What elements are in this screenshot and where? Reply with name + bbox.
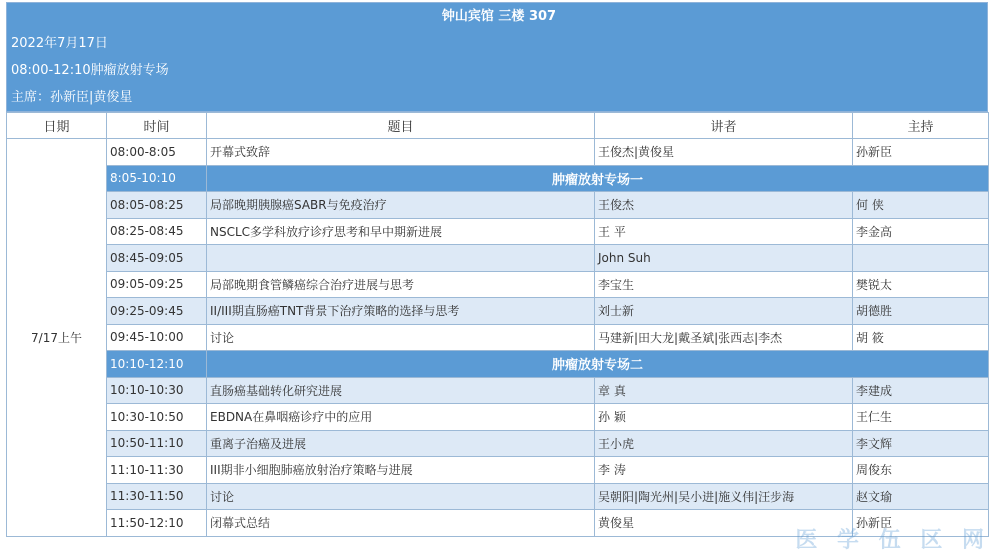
event-date: 2022年7月17日 xyxy=(11,36,108,51)
speaker-cell: 孙 颖 xyxy=(595,404,853,431)
header-topic: 题目 xyxy=(207,113,595,139)
watermark-logo: 医 学 伍 区 网 xyxy=(795,528,990,553)
time-cell: 08:45-09:05 xyxy=(107,245,207,272)
header-row xyxy=(7,113,989,139)
table-row xyxy=(7,483,989,510)
table-row xyxy=(7,245,989,272)
table-row xyxy=(7,192,989,219)
speaker-cell: 刘士新 xyxy=(595,298,853,325)
section-time: 10:10-12:10 xyxy=(107,351,207,378)
host-cell: 胡 筱 xyxy=(853,324,989,351)
time-cell: 11:30-11:50 xyxy=(107,483,207,510)
time-cell: 10:10-10:30 xyxy=(107,377,207,404)
speaker-cell: 黄俊星 xyxy=(595,510,853,537)
table-row xyxy=(7,457,989,484)
host-cell: 樊锐太 xyxy=(853,271,989,298)
section-title: 肿瘤放射专场一 xyxy=(207,165,989,192)
speaker-cell: 章 真 xyxy=(595,377,853,404)
host-cell: 李建成 xyxy=(853,377,989,404)
schedule-banner xyxy=(6,2,988,112)
topic-cell: NSCLC多学科放疗诊疗思考和早中期新进展 xyxy=(207,218,595,245)
header-time: 时间 xyxy=(107,113,207,139)
topic-cell: 讨论 xyxy=(207,483,595,510)
host-cell: 周俊东 xyxy=(853,457,989,484)
speaker-cell: 李 涛 xyxy=(595,457,853,484)
venue-title: 钟山宾馆 三楼 307 xyxy=(441,9,557,24)
speaker-cell: 李宝生 xyxy=(595,271,853,298)
speaker-cell: 王 平 xyxy=(595,218,853,245)
table-row xyxy=(7,218,989,245)
time-cell: 11:50-12:10 xyxy=(107,510,207,537)
section-row xyxy=(7,351,989,378)
time-cell: 08:05-08:25 xyxy=(107,192,207,219)
topic-cell: II/III期直肠癌TNT背景下治疗策略的选择与思考 xyxy=(207,298,595,325)
topic-cell: 重离子治癌及进展 xyxy=(207,430,595,457)
speaker-cell: 吴朝阳|陶光州|吴小进|施义伟|汪步海 xyxy=(595,483,853,510)
header-date: 日期 xyxy=(7,113,107,139)
speaker-cell: 马建新|田大龙|戴圣斌|张西志|李杰 xyxy=(595,324,853,351)
host-cell: 孙新臣 xyxy=(853,510,989,537)
section-time: 8:05-10:10 xyxy=(107,165,207,192)
time-cell: 10:30-10:50 xyxy=(107,404,207,431)
host-cell: 王仁生 xyxy=(853,404,989,431)
host-cell: 李文辉 xyxy=(853,430,989,457)
topic-cell: III期非小细胞肺癌放射治疗策略与进展 xyxy=(207,457,595,484)
speaker-cell: 王俊杰 xyxy=(595,192,853,219)
topic-cell: 直肠癌基础转化研究进展 xyxy=(207,377,595,404)
section-title: 肿瘤放射专场二 xyxy=(207,351,989,378)
table-row xyxy=(7,404,989,431)
table-row xyxy=(7,271,989,298)
time-cell: 09:45-10:00 xyxy=(107,324,207,351)
topic-cell: 讨论 xyxy=(207,324,595,351)
topic-cell: EBDNA在鼻咽癌诊疗中的应用 xyxy=(207,404,595,431)
table-row xyxy=(7,298,989,325)
section-row xyxy=(7,165,989,192)
schedule-table xyxy=(6,112,989,537)
topic-cell xyxy=(207,245,595,272)
topic-cell: 闭幕式总结 xyxy=(207,510,595,537)
speaker-cell: 王俊杰|黄俊星 xyxy=(595,139,853,166)
header-speaker: 讲者 xyxy=(595,113,853,139)
speaker-cell: John Suh xyxy=(595,245,853,272)
header-host: 主持 xyxy=(853,113,989,139)
schedule-frame xyxy=(6,2,988,537)
table-row xyxy=(7,377,989,404)
topic-cell: 局部晚期食管鳞癌综合治疗进展与思考 xyxy=(207,271,595,298)
day-label: 7/17上午 xyxy=(7,139,107,537)
time-cell: 08:00-8:05 xyxy=(107,139,207,166)
time-cell: 08:25-08:45 xyxy=(107,218,207,245)
host-cell: 孙新臣 xyxy=(853,139,989,166)
time-cell: 10:50-11:10 xyxy=(107,430,207,457)
speaker-cell: 王小虎 xyxy=(595,430,853,457)
time-cell: 09:05-09:25 xyxy=(107,271,207,298)
time-cell: 11:10-11:30 xyxy=(107,457,207,484)
host-cell: 何 侠 xyxy=(853,192,989,219)
table-row xyxy=(7,324,989,351)
host-cell: 赵文瑜 xyxy=(853,483,989,510)
chair-line: 主席：孙新臣|黄俊星 xyxy=(11,90,133,105)
host-cell xyxy=(853,245,989,272)
host-cell: 李金高 xyxy=(853,218,989,245)
topic-cell: 开幕式致辞 xyxy=(207,139,595,166)
table-row xyxy=(7,139,989,166)
session-title: 08:00-12:10肿瘤放射专场 xyxy=(11,63,169,78)
time-cell: 09:25-09:45 xyxy=(107,298,207,325)
host-cell: 胡德胜 xyxy=(853,298,989,325)
table-row xyxy=(7,430,989,457)
topic-cell: 局部晚期胰腺癌SABR与免疫治疗 xyxy=(207,192,595,219)
